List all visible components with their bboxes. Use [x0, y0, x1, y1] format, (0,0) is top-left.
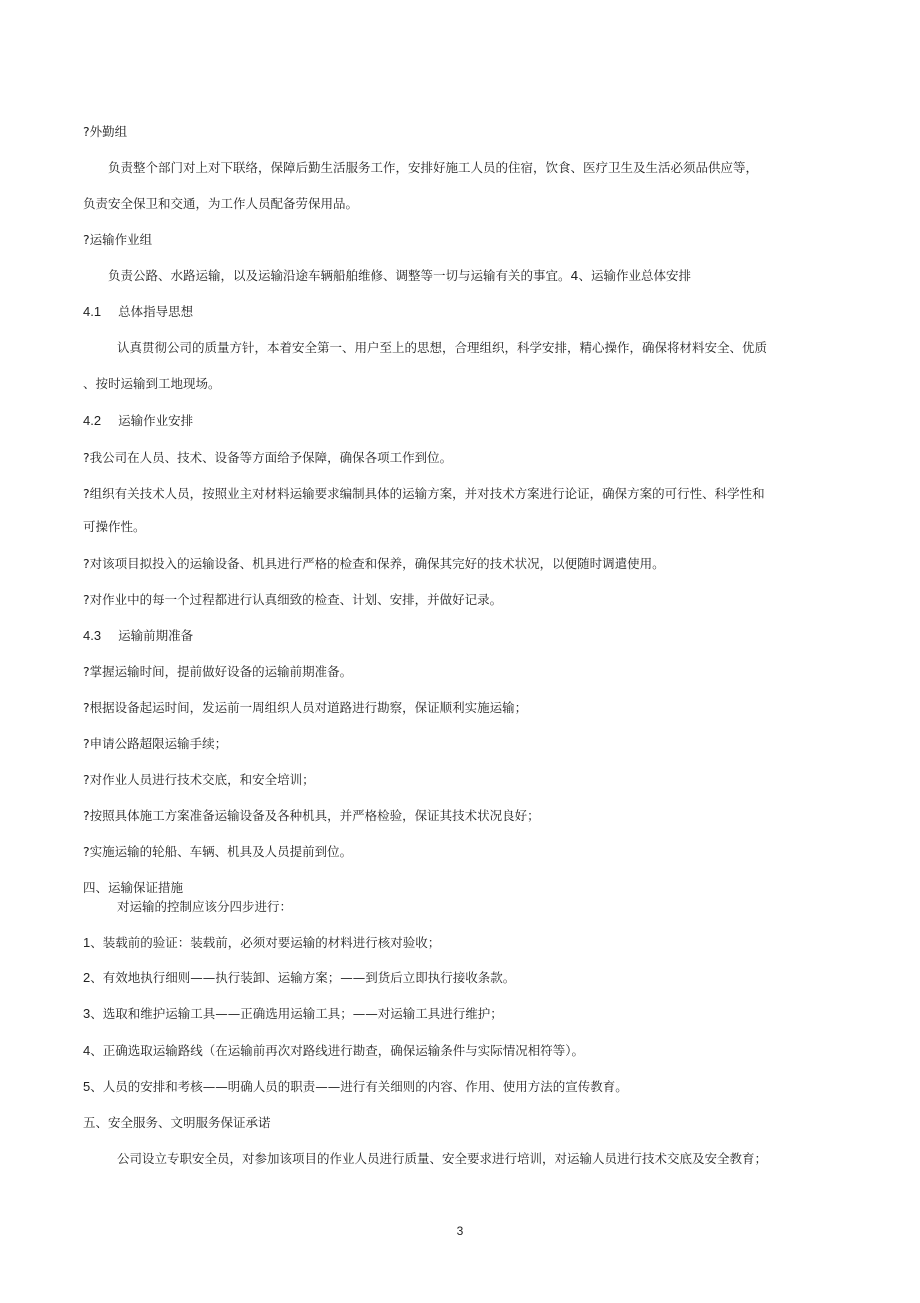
section-title: 总体指导思想	[118, 304, 194, 319]
numbered-step	[83, 970, 515, 986]
bullet-item: ?对作业中的每一个过程都进行认真细致的检查、计划、安排，并做好记录。	[83, 592, 503, 607]
paragraph-line: 、按时运输到工地现场。	[83, 376, 221, 391]
paragraph-line: 对运输的控制应该分四步进行：	[117, 899, 293, 914]
numbered-step	[83, 1043, 584, 1059]
paragraph-line: 负责公路、水路运输，以及运输沿途车辆船舶维修、调整等一切与运输有关的事宜。4、运输作业总体安排	[108, 268, 691, 283]
step-number: 5	[83, 1079, 91, 1094]
chapter-heading-safety-commitment: 五、安全服务、文明服务保证承诺	[83, 1115, 271, 1130]
step-number: 2	[83, 970, 91, 985]
step-number: 1	[83, 935, 91, 950]
step-text: 、正确选取运输路线（在运输前再次对路线进行勘查，确保运输条件与实际情况相符等）。	[90, 1043, 584, 1058]
bullet-item: ?按照具体施工方案准备运输设备及各种机具，并严格检验，保证其技术状况良好；	[83, 808, 540, 823]
bullet-heading-transport-team: ?运输作业组	[83, 232, 153, 247]
bullet-item: ?根据设备起运时间，发运前一周组织人员对道路进行勘察，保证顺利实施运输；	[83, 700, 528, 715]
numbered-step	[83, 935, 440, 951]
paragraph-line: 公司设立专职安全员，对参加该项目的作业人员进行质量、安全要求进行培训，对运输人员进行技术交底及安全教育；	[117, 1151, 768, 1166]
section-heading-4-1	[83, 304, 193, 320]
bullet-item: ?掌握运输时间，提前做好设备的运输前期准备。	[83, 664, 353, 679]
paragraph-line: 负责整个部门对上对下联络，保障后勤生活服务工作，安排好施工人员的住宿，饮食、医疗卫生及生活必须品供应等，	[108, 160, 759, 175]
section-heading-4-2	[83, 413, 193, 429]
section-number: 4.1	[83, 304, 102, 319]
bullet-item: ?申请公路超限运输手续；	[83, 736, 228, 751]
section-number: 4.3	[83, 628, 102, 643]
section-title: 运输作业安排	[118, 413, 194, 428]
bullet-item: ?对该项目拟投入的运输设备、机具进行严格的检查和保养，确保其完好的技术状况，以便随时调遣使用。	[83, 556, 665, 571]
numbered-step	[83, 1079, 628, 1095]
paragraph-line: 负责安全保卫和交通，为工作人员配备劳保用品。	[83, 196, 359, 211]
bullet-item: ?我公司在人员、技术、设备等方面给予保障，确保各项工作到位。	[83, 450, 453, 465]
paragraph-line: 可操作性。	[83, 519, 146, 534]
bullet-item: ?实施运输的轮船、车辆、机具及人员提前到位。	[83, 844, 353, 859]
numbered-step	[83, 1006, 503, 1022]
section-number: 4.2	[83, 413, 102, 428]
step-text: 、有效地执行细则——执行装卸、运输方案；——到货后立即执行接收条款。	[90, 970, 516, 985]
section-title: 运输前期准备	[118, 628, 194, 643]
step-text: 、人员的安排和考核——明确人员的职责——进行有关细则的内容、作用、使用方法的宣传教育。	[90, 1079, 628, 1094]
bullet-item: ?组织有关技术人员，按照业主对材料运输要求编制具体的运输方案，并对技术方案进行论证，确保方案的可行性、科学性和	[83, 486, 765, 501]
step-number: 3	[83, 1006, 91, 1021]
section-heading-4-3	[83, 628, 193, 644]
step-text: 、装载前的验证：装载前，必须对要运输的材料进行核对验收；	[90, 935, 441, 950]
step-text: 、选取和维护运输工具——正确选用运输工具；——对运输工具进行维护；	[90, 1006, 503, 1021]
bullet-heading-field-service: ?外勤组	[83, 124, 128, 139]
paragraph-line: 认真贯彻公司的质量方针，本着安全第一、用户至上的思想，合理组织，科学安排，精心操作，确保将材料安全、优质	[117, 340, 768, 355]
page-number: 3	[456, 1224, 464, 1238]
chapter-heading-transport-measures: 四、运输保证措施	[83, 880, 184, 895]
step-number: 4	[83, 1043, 91, 1058]
bullet-item: ?对作业人员进行技术交底，和安全培训；	[83, 772, 315, 787]
